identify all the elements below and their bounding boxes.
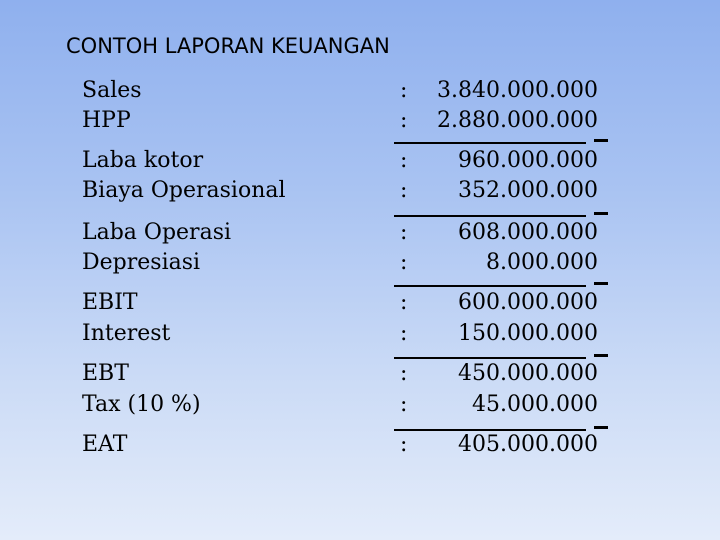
row-separator: : [400,78,408,103]
row-value: 450.000.000 [458,361,598,386]
minus-sign [594,139,608,142]
row-separator: : [400,108,408,133]
statement-row-interest [0,321,720,353]
row-separator: : [400,290,408,315]
statement-row-hpp [0,108,720,140]
row-separator: : [400,432,408,457]
row-label: Laba Operasi [82,220,232,245]
row-value: 2.880.000.000 [437,108,598,133]
row-value: 150.000.000 [458,321,598,346]
row-label: HPP [82,108,131,133]
minus-sign [594,354,608,357]
statement-row-tax [0,392,720,424]
row-value: 8.000.000 [486,250,598,275]
statement-row-sales [0,78,720,110]
row-label: Biaya Operasional [82,178,286,203]
row-label: Depresiasi [82,250,201,275]
row-value: 600.000.000 [458,290,598,315]
minus-sign [594,426,608,429]
subtotal-rule [394,215,586,217]
row-label: Laba kotor [82,148,204,173]
row-label: EBT [82,361,129,386]
row-label: EAT [82,432,128,457]
row-value: 45.000.000 [472,392,598,417]
subtotal-rule [394,142,586,144]
statement-row-laba-operasi [0,220,720,252]
statement-row-laba-kotor [0,148,720,180]
statement-row-ebt [0,361,720,393]
row-separator: : [400,321,408,346]
statement-row-biaya-operasional [0,178,720,210]
row-separator: : [400,250,408,275]
row-separator: : [400,361,408,386]
row-label: Interest [82,321,171,346]
row-separator: : [400,392,408,417]
row-value: 3.840.000.000 [437,78,598,103]
row-label: Sales [82,78,142,103]
minus-sign [594,282,608,285]
row-separator: : [400,148,408,173]
row-label: Tax (10 %) [82,392,201,417]
row-value: 405.000.000 [458,432,598,457]
minus-sign [594,212,608,215]
subtotal-rule [394,285,586,287]
statement-row-ebit [0,290,720,322]
row-label: EBIT [82,290,138,315]
row-separator: : [400,178,408,203]
row-value: 352.000.000 [458,178,598,203]
statement-row-depresiasi [0,250,720,282]
row-separator: : [400,220,408,245]
page-title: CONTOH LAPORAN KEUANGAN [66,34,390,58]
subtotal-rule [394,357,586,359]
subtotal-rule [394,429,586,431]
row-value: 608.000.000 [458,220,598,245]
row-value: 960.000.000 [458,148,598,173]
statement-row-eat [0,432,720,464]
